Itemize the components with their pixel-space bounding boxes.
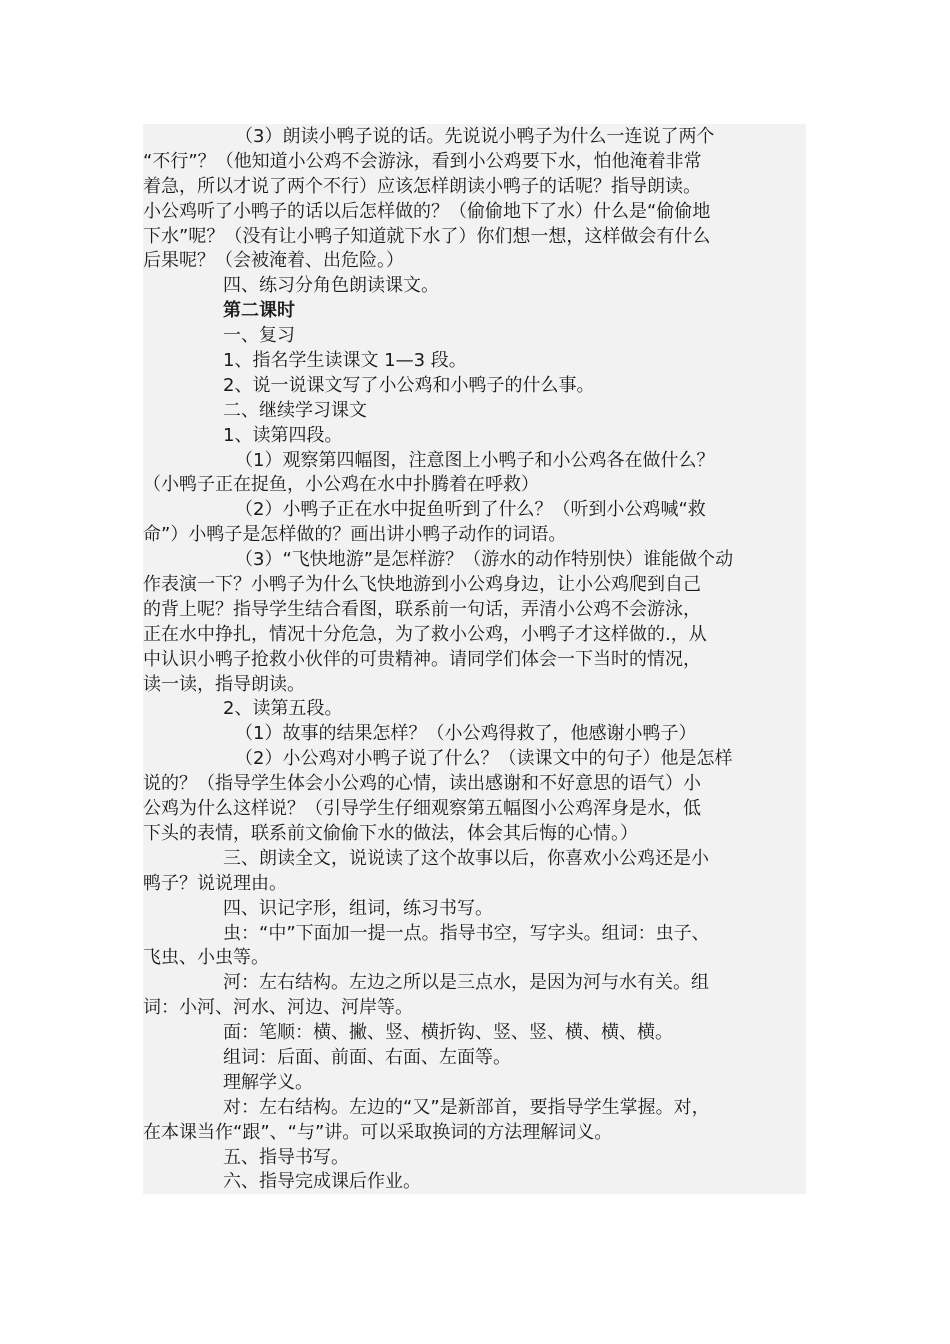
text-line: 鸭子？说说理由。	[143, 872, 287, 894]
text-line: 小公鸡听了小鸭子的话以后怎样做的？（偷偷地下了水）什么是“偷偷地	[143, 200, 711, 222]
text-line: 二、继续学习课文	[223, 399, 367, 421]
text-line: 四、练习分角色朗读课文。	[223, 275, 439, 297]
text-line: 作表演一下？小鸭子为什么飞快地游到小公鸡身边，让小公鸡爬到自己	[143, 574, 701, 596]
text-line: 着急，所以才说了两个不行）应该怎样朗读小鸭子的话呢？指导朗读。	[143, 175, 701, 197]
text-line: 三、朗读全文，说说读了这个故事以后，你喜欢小公鸡还是小	[223, 847, 709, 869]
text-line: 正在水中挣扎，情况十分危急，为了救小公鸡，小鸭子才这样做的.，从	[143, 623, 707, 645]
text-line: 1、指名学生读课文 1—3 段。	[223, 350, 467, 372]
text-line: 河：左右结构。左边之所以是三点水，是因为河与水有关。组	[223, 972, 709, 994]
text-line: 飞虫、小虫等。	[143, 947, 269, 969]
text-line: 六、指导完成课后作业。	[223, 1171, 421, 1193]
text-line: 后果呢？（会被淹着、出危险。）	[143, 250, 404, 272]
text-line: 2、读第五段。	[223, 698, 343, 720]
text-line: 面：笔顺：横、撇、竖、横折钩、竖、竖、横、横、横。	[223, 1022, 673, 1044]
text-line: 公鸡为什么这样说？（引导学生仔细观察第五幅图小公鸡浑身是水，低	[143, 798, 701, 820]
text-line: 四、识记字形，组词，练习书写。	[223, 897, 493, 919]
text-line: 词：小河、河水、河边、河岸等。	[143, 997, 413, 1019]
text-line: 组词：后面、前面、右面、左面等。	[223, 1046, 511, 1068]
text-line: 命”）小鸭子是怎样做的？画出讲小鸭子动作的词语。	[143, 524, 567, 546]
text-line: 2、说一说课文写了小公鸡和小鸭子的什么事。	[223, 374, 595, 396]
text-line: （2）小鸭子正在水中捉鱼听到了什么？（听到小公鸡喊“救	[235, 499, 706, 521]
text-line: （1）观察第四幅图，注意图上小鸭子和小公鸡各在做什么？	[235, 449, 715, 471]
text-line: 对：左右结构。左边的“又”是新部首，要指导学生掌握。对，	[223, 1096, 710, 1118]
section-heading: 第二课时	[223, 300, 295, 322]
text-line: 下头的表情，联系前文偷偷下水的做法，体会其后悔的心情。）	[143, 822, 638, 844]
text-line: （3）朗读小鸭子说的话。先说说小鸭子为什么一连说了两个	[235, 126, 715, 147]
text-line: （小鸭子正在捉鱼，小公鸡在水中扑腾着在呼救）	[143, 474, 539, 496]
text-line: 下水”呢？（没有让小鸭子知道就下水了）你们想一想，这样做会有什么	[143, 225, 711, 247]
text-line: 说的？（指导学生体会小公鸡的心情，读出感谢和不好意思的语气）小	[143, 773, 701, 795]
lesson-plan-text	[143, 124, 806, 1194]
text-line: 五、指导书写。	[223, 1146, 349, 1168]
text-line: 中认识小鸭子抢救小伙伴的可贵精神。请同学们体会一下当时的情况，	[143, 648, 701, 670]
text-line: “不行”？（他知道小公鸡不会游泳，看到小公鸡要下水，怕他淹着非常	[143, 150, 702, 172]
text-line: 读一读，指导朗读。	[143, 673, 305, 695]
text-line: 1、读第四段。	[223, 424, 343, 446]
text-line: 理解学义。	[223, 1071, 313, 1093]
text-line: （3）“飞快地游”是怎样游？（游水的动作特别快）谁能做个动	[235, 549, 734, 571]
text-line: （2）小公鸡对小鸭子说了什么？（读课文中的句子）他是怎样	[235, 748, 733, 770]
text-line: 虫：“中”下面加一提一点。指导书空，写字头。组词：虫子、	[223, 922, 710, 944]
text-line: 的背上呢？指导学生结合看图，联系前一句话，弄清小公鸡不会游泳，	[143, 598, 701, 620]
text-line: （1）故事的结果怎样？（小公鸡得救了，他感谢小鸭子）	[235, 723, 697, 745]
text-line: 在本课当作“跟”、“与”讲。可以采取换词的方法理解词义。	[143, 1121, 613, 1143]
text-line: 一、复习	[223, 325, 295, 347]
